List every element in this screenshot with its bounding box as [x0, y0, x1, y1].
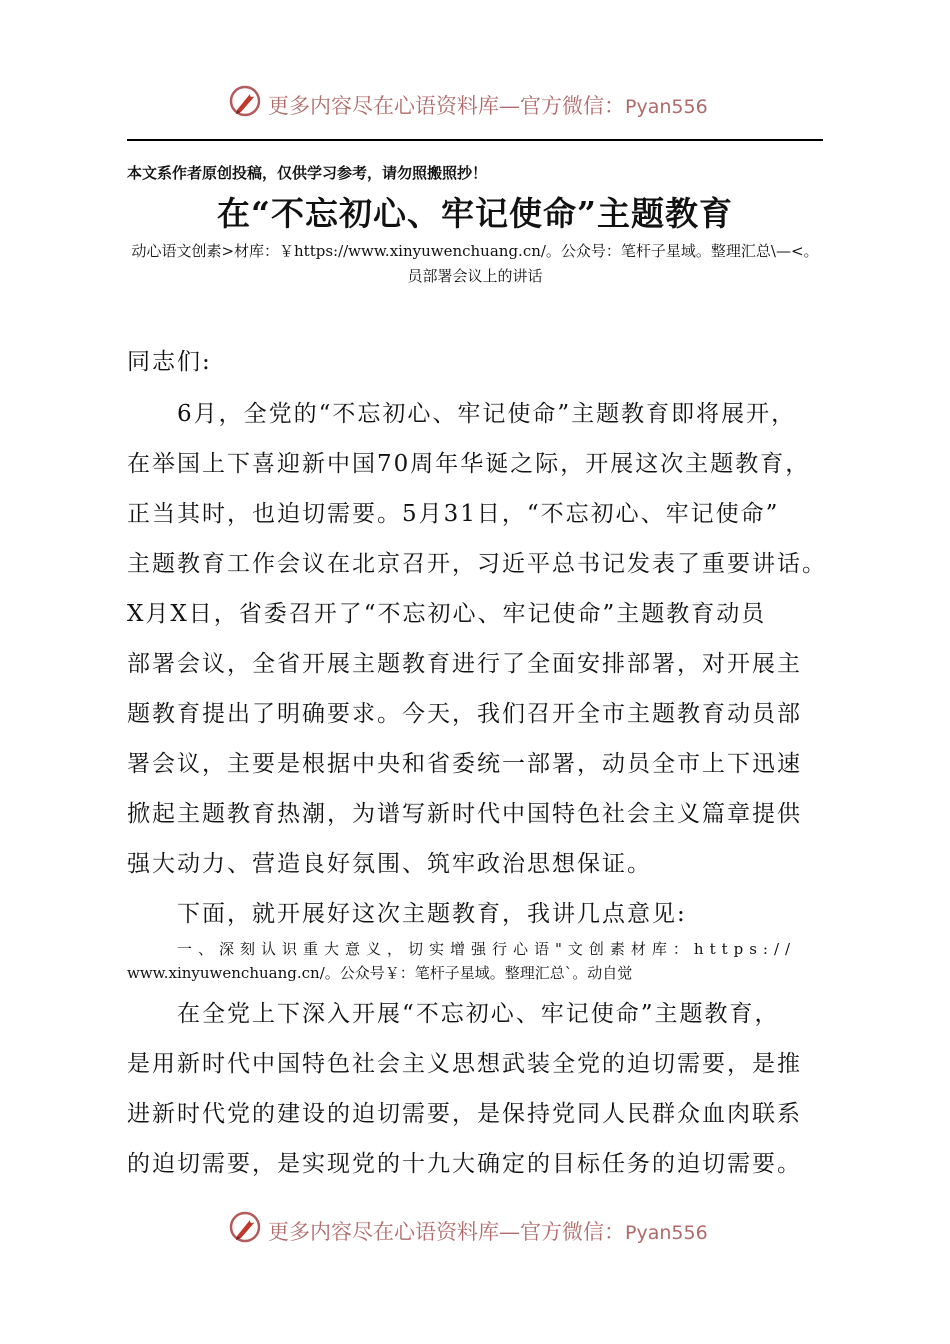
paragraph-1-line: 署会议，主要是根据中央和省委统一部署，动员全市上下迅速 — [127, 751, 802, 777]
paragraph-1-line: 部署会议，全省开展主题教育进行了全面安排部署，对开展主 — [127, 651, 802, 677]
paragraph-1-line: 主题教育工作会议在北京召开，习近平总书记发表了重要讲话。 — [127, 551, 827, 577]
paragraph-1-line: 在举国上下喜迎新中国70周年华诞之际，开展这次主题教育， — [127, 451, 811, 477]
pen-nib-logo-icon — [228, 1210, 262, 1244]
paragraph-3-line: 的迫切需要，是实现党的十九大确定的目标任务的迫切需要。 — [127, 1151, 802, 1177]
banner-text — [268, 1216, 708, 1246]
paragraph-1-line: X月X日，省委召开了“不忘初心、牢记使命”主题教育动员 — [127, 601, 767, 627]
salutation: 同志们: — [127, 349, 212, 375]
banner-wechat-id: Pyan556 — [625, 1222, 708, 1244]
paragraph-3-line: 在全党上下深入开展“不忘初心、牢记使命”主题教育， — [177, 1001, 780, 1027]
paragraph-3-line: 是用新时代中国特色社会主义思想武装全党的迫切需要，是推 — [127, 1051, 802, 1077]
subtitle-line-2: 员部署会议上的讲话 — [407, 267, 543, 285]
banner-slogan: 更多内容尽在心语资料库—官方微信： — [268, 94, 625, 118]
paragraph-1-line: 6月，全党的“不忘初心、牢记使命”主题教育即将展开， — [177, 401, 797, 427]
copyright-notice: 本文系作者原创投稿，仅供学习参考，请勿照搬照抄！ — [127, 164, 488, 182]
paragraph-2: 下面，就开展好这次主题教育，我讲几点意见: — [177, 901, 687, 927]
header-divider — [127, 139, 823, 141]
paragraph-1-line: 强大动力、营造良好氛围、筑牢政治思想保证。 — [127, 851, 652, 877]
paragraph-3-line: 进新时代党的建设的迫切需要，是保持党同人民群众血肉联系 — [127, 1101, 802, 1127]
section-heading-1-line-1: 一、深刻认识重大意义，切实增强行心语"文创素材库：https:// — [177, 940, 797, 958]
document-title: 在“不忘初心、牢记使命”主题教育 — [217, 194, 733, 233]
banner-wechat-id: Pyan556 — [625, 96, 708, 118]
paragraph-1-line: 正当其时，也迫切需要。5月31日，“不忘初心、牢记使命” — [127, 501, 780, 527]
subtitle-line-1: 动心语文创素>材库：￥https://www.xinyuwenchuang.cn/。公众号：笔杆子星域。整理汇总\—<。 — [131, 242, 819, 260]
footer-banner — [0, 1208, 950, 1248]
banner-slogan: 更多内容尽在心语资料库—官方微信： — [268, 1220, 625, 1244]
section-heading-1-line-2: www.xinyuwenchuang.cn/。公众号￥：笔杆子星域。整理汇总`。动自觉 — [127, 964, 633, 982]
paragraph-1-line: 题教育提出了明确要求。今天，我们召开全市主题教育动员部 — [127, 701, 802, 727]
header-banner — [0, 82, 950, 122]
pen-nib-logo-icon — [228, 84, 262, 118]
paragraph-1-line: 掀起主题教育热潮，为谱写新时代中国特色社会主义篇章提供 — [127, 801, 802, 827]
banner-text — [268, 90, 708, 120]
